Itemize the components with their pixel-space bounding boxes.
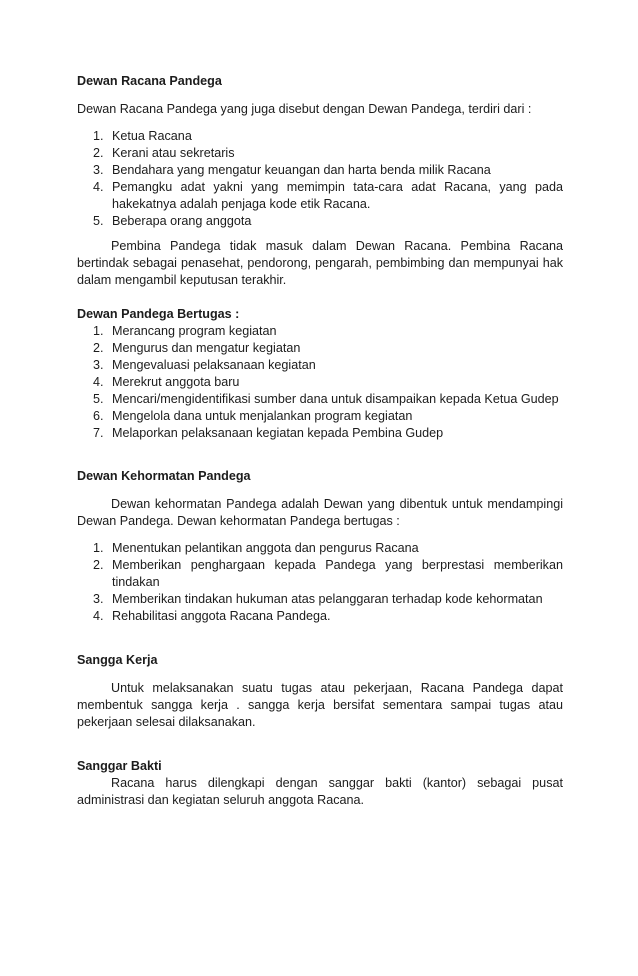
document-page [77,62,563,809]
sangga-kerja-paragraph: Untuk melaksanakan suatu tugas atau pekerjaan, Racana Pandega dapat membentuk sangga kerja . sangga kerja bersifat sementara sampai tugas atau pekerjaan selesai dilaksanakan. [77,681,563,729]
section-heading-sanggar-bakti: Sanggar Bakti [77,759,162,773]
dewan-racana-list [77,128,563,230]
list-item: 2. Kerani atau sekretaris [93,146,235,160]
list-item: 1. Merancang program kegiatan [93,324,277,338]
section-heading-sangga-kerja: Sangga Kerja [77,653,158,667]
pembina-paragraph: Pembina Pandega tidak masuk dalam Dewan Racana. Pembina Racana bertindak sebagai penasehat, pendorong, pengarah, pembimbing dan mempunyai hak dalam mengambil keputusan terakhir. [77,239,563,287]
list-item: 4. Merekrut anggota baru [93,375,240,389]
list-item: 7. Melaporkan pelaksanaan kegiatan kepada Pembina Gudep [93,426,444,440]
list-item: 6. Mengelola dana untuk menjalankan program kegiatan [93,409,413,423]
list-item: 5. Beberapa orang anggota [93,214,252,228]
kehormatan-paragraph: Dewan kehormatan Pandega adalah Dewan yang dibentuk untuk mendampingi Dewan Pandega. Dewan kehormatan Pandega bertugas : [77,497,563,528]
list-item: 4. Rehabilitasi anggota Racana Pandega. [93,609,331,623]
list-item: 1. Menentukan pelantikan anggota dan pengurus Racana [93,541,419,555]
list-item: 3. Memberikan tindakan hukuman atas pelanggaran terhadap kode kehormatan [93,592,543,606]
section-heading-dewan-kehormatan: Dewan Kehormatan Pandega [77,469,251,483]
list-item: 2. Mengurus dan mengatur kegiatan [93,341,301,355]
list-item: 3. Mengevaluasi pelaksanaan kegiatan [93,358,316,372]
dewan-kehormatan-list [77,540,563,625]
list-item: 2. Memberikan penghargaan kepada Pandega yang berprestasi memberikan tindakan [93,558,563,589]
dewan-pandega-tasks-list [77,323,563,442]
list-item: 3. Bendahara yang mengatur keuangan dan harta benda milik Racana [93,163,491,177]
list-item: 5. Mencari/mengidentifikasi sumber dana untuk disampaikan kepada Ketua Gudep [93,392,559,406]
section-heading-dewan-pandega-bertugas: Dewan Pandega Bertugas : [77,307,240,321]
sanggar-bakti-paragraph: Racana harus dilengkapi dengan sanggar bakti (kantor) sebagai pusat administrasi dan kegiatan seluruh anggota Racana. [77,776,563,807]
intro-paragraph: Dewan Racana Pandega yang juga disebut dengan Dewan Pandega, terdiri dari : [77,102,532,116]
list-item: 1. Ketua Racana [93,129,192,143]
section-heading-dewan-racana: Dewan Racana Pandega [77,74,222,88]
list-item: 4. Pemangku adat yakni yang memimpin tata-cara adat Racana, yang pada hakekatnya adalah penjaga kode etik Racana. [93,180,563,211]
